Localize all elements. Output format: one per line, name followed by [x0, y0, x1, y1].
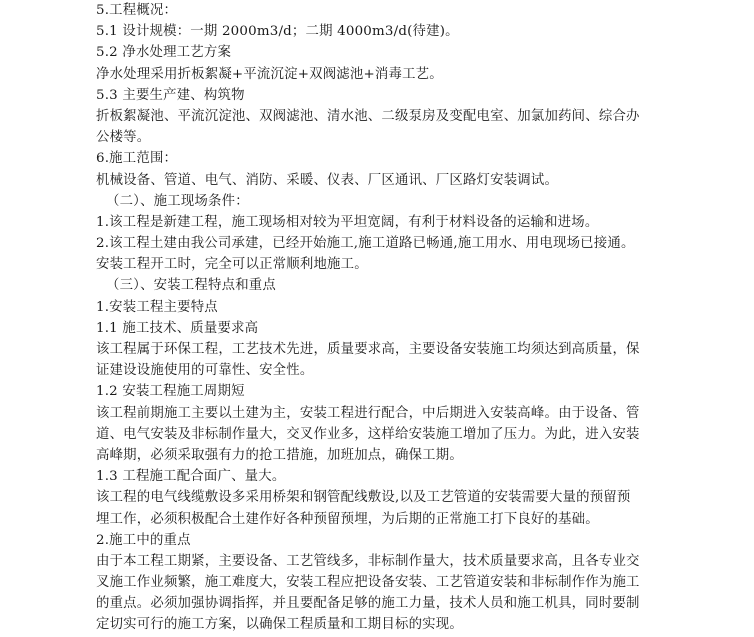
subheading-main-features: 1.安装工程主要特点: [96, 299, 218, 315]
construction-scope-text: 机械设备、管道、电气、消防、采暖、仪表、厂区通讯、厂区路灯安装调试。: [96, 172, 559, 188]
subheading-short-period: 1.2 安装工程施工周期短: [96, 384, 245, 400]
wide-coordination-text: 该工程的电气线缆敷设多采用桥架和钢管配线敷设,以及工艺管道的安装需要大量的预留预: [96, 490, 631, 506]
document-body: [96, 0, 644, 636]
short-period-text-cont-2: 高峰期，必须采取强有力的抢工措施，加班加点，确保工期。: [96, 447, 463, 463]
key-points-text-cont-2: 的重点。必须加强协调指挥，并且要配备足够的施工力量，技术人员和施工机具，同时要制: [96, 596, 640, 612]
short-period-text: 该工程前期施工主要以土建为主，安装工程进行配合，中后期进入安装高峰。由于设备、管: [96, 405, 640, 421]
subheading-key-points: 2.施工中的重点: [96, 532, 191, 548]
water-treatment-process-text: 净水处理采用折板絮凝+平流沉淀+双阀滤池+消毒工艺。: [96, 66, 443, 82]
subheading-water-treatment-process: 5.2 净水处理工艺方案: [96, 45, 232, 61]
section-heading-construction-scope: 6.施工范围：: [96, 151, 178, 167]
subheading-wide-coordination: 1.3 工程施工配合面广、量大。: [96, 469, 286, 485]
subheading-main-structures: 5.3 主要生产建、构筑物: [96, 87, 245, 103]
key-points-text-cont-1: 叉施工作业频繁，施工难度大，安装工程应把设备安装、工艺管道安装和非标制作作为施工: [96, 575, 640, 591]
site-condition-2-cont: 安装工程开工时，完全可以正常顺利地施工。: [96, 257, 368, 273]
subheading-quality-requirements: 1.1 施工技术、质量要求高: [96, 320, 259, 336]
main-structures-text: 折板絮凝池、平流沉淀池、双阀滤池、清水池、二级泵房及变配电室、加氯加药间、综合办: [96, 108, 640, 124]
quality-requirements-text-cont: 证建设设施使用的可靠性、安全性。: [96, 363, 314, 379]
section-heading-project-overview: 5.工程概况：: [96, 3, 178, 18]
quality-requirements-text: 该工程属于环保工程，工艺技术先进，质量要求高，主要设备安装施工均须达到高质量，保: [96, 342, 640, 357]
key-points-text: 由于本工程工期紧，主要设备、工艺管线多，非标制作量大，技术质量要求高，且各专业交: [96, 553, 640, 569]
site-condition-1: 1.该工程是新建工程，施工现场相对较为平坦宽阔，有利于材料设备的运输和进场。: [96, 214, 599, 230]
short-period-text-cont-1: 道、电气安装及非标制作量大，交叉作业多，这样给安装施工增加了压力。为此，进入安装: [96, 426, 640, 442]
wide-coordination-text-cont: 埋工作，必须积极配合土建作好各种预留预埋，为后期的正常施工打下良好的基础。: [96, 511, 599, 527]
section-heading-features-and-key-points: （三）、安装工程特点和重点: [106, 278, 276, 294]
key-points-text-cont-3: 定切实可行的施工方案，以确保工程质量和工期目标的实现。: [96, 617, 463, 633]
main-structures-text-cont: 公楼等。: [96, 130, 151, 146]
design-scale-text: 5.1 设计规模：一期 2000m3/d；二期 4000m3/d(待建)。: [96, 24, 459, 40]
site-condition-2: 2.该工程土建由我公司承建，已经开始施工,施工道路已畅通,施工用水、用电现场已接通。: [96, 236, 635, 252]
section-heading-site-conditions: （二）、施工现场条件：: [106, 193, 249, 209]
